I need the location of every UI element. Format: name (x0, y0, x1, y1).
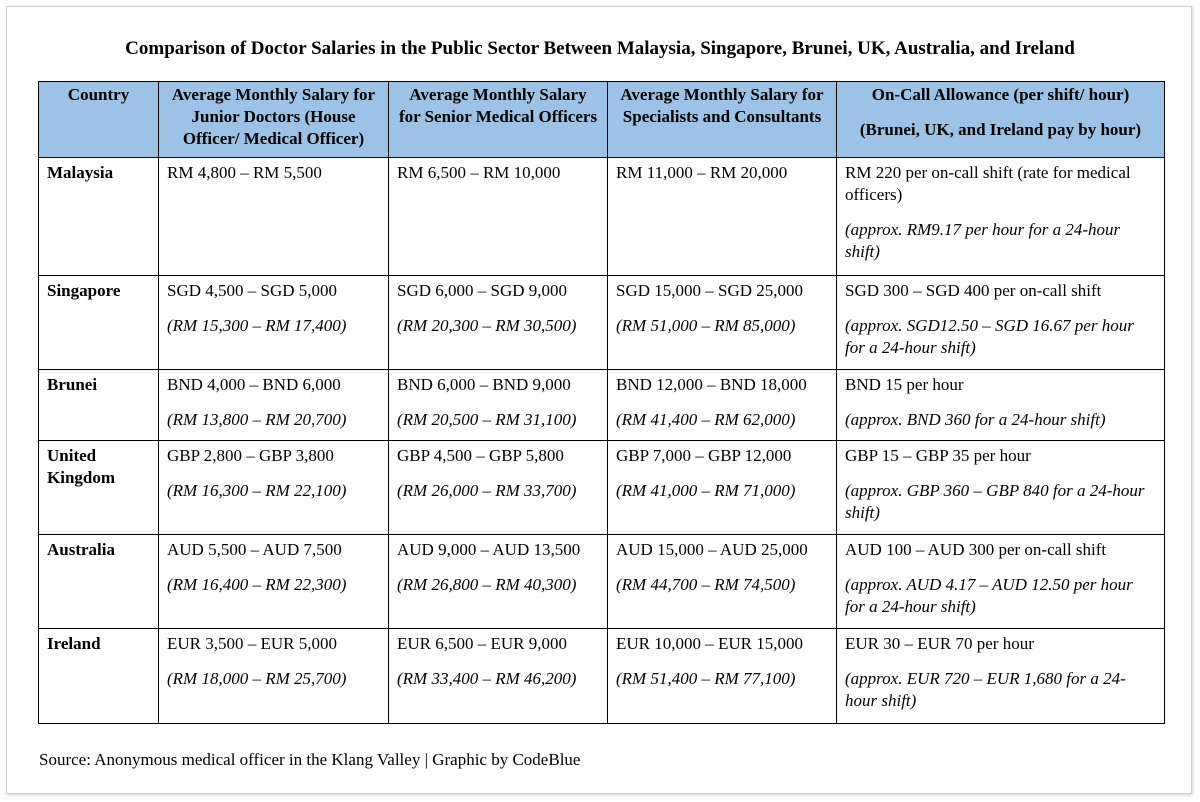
header-junior (159, 82, 389, 158)
junior-salary: GBP 2,800 – GBP 3,800 (167, 446, 334, 465)
senior-cell (389, 535, 608, 629)
header-senior (389, 82, 608, 158)
specialist-cell (608, 535, 837, 629)
country-cell (39, 276, 159, 370)
specialist-salary: BND 12,000 – BND 18,000 (616, 375, 807, 394)
oncall-cell (837, 629, 1165, 724)
country-cell (39, 535, 159, 629)
table-row (39, 370, 1165, 441)
junior-cell (159, 535, 389, 629)
country-name: Ireland (47, 634, 101, 653)
junior-cell (159, 370, 389, 441)
senior-salary-rm: (RM 33,400 – RM 46,200) (397, 669, 577, 688)
country-name: Brunei (47, 375, 98, 394)
specialist-salary: EUR 10,000 – EUR 15,000 (616, 634, 803, 653)
country-cell (39, 370, 159, 441)
header-senior-label: Average Monthly Salary for Senior Medical Officers (398, 85, 598, 126)
country-name: Malaysia (47, 163, 114, 182)
oncall-conversion: (approx. RM9.17 per hour for a 24-hour shift) (845, 220, 1121, 261)
specialist-cell (608, 370, 837, 441)
header-specialist-label: Average Monthly Salary for Specialists and Consultants (620, 85, 824, 126)
junior-salary-rm: (RM 16,300 – RM 22,100) (167, 481, 347, 500)
country-name: United Kingdom (47, 446, 116, 487)
senior-salary: GBP 4,500 – GBP 5,800 (397, 446, 564, 465)
oncall-rate: GBP 15 – GBP 35 per hour (845, 446, 1031, 465)
oncall-rate: AUD 100 – AUD 300 per on-call shift (845, 540, 1107, 559)
junior-salary: AUD 5,500 – AUD 7,500 (167, 540, 342, 559)
header-oncall-label: On-Call Allowance (per shift/ hour) (871, 85, 1130, 104)
header-oncall-note: (Brunei, UK, and Ireland pay by hour) (859, 120, 1142, 139)
junior-salary: SGD 4,500 – SGD 5,000 (167, 281, 338, 300)
header-oncall (837, 82, 1165, 158)
oncall-cell (837, 158, 1165, 276)
country-cell (39, 629, 159, 724)
specialist-salary: AUD 15,000 – AUD 25,000 (616, 540, 808, 559)
junior-salary-rm: (RM 18,000 – RM 25,700) (167, 669, 347, 688)
senior-cell (389, 158, 608, 276)
table-row (39, 441, 1165, 535)
specialist-cell (608, 441, 837, 535)
header-junior-label: Average Monthly Salary for Junior Doctors (House Officer/ Medical Officer) (171, 85, 376, 148)
oncall-conversion: (approx. EUR 720 – EUR 1,680 for a 24-hour shift) (845, 669, 1126, 710)
oncall-conversion: (approx. BND 360 for a 24-hour shift) (845, 410, 1106, 429)
oncall-cell (837, 276, 1165, 370)
junior-salary-rm: (RM 15,300 – RM 17,400) (167, 316, 347, 335)
specialist-cell (608, 629, 837, 724)
source-caption: Source: Anonymous medical officer in the Klang Valley | Graphic by CodeBlue (39, 750, 581, 769)
junior-salary: RM 4,800 – RM 5,500 (167, 163, 322, 182)
oncall-rate: EUR 30 – EUR 70 per hour (845, 634, 1034, 653)
senior-salary: RM 6,500 – RM 10,000 (397, 163, 561, 182)
specialist-salary: RM 11,000 – RM 20,000 (616, 163, 788, 182)
header-specialist (608, 82, 837, 158)
senior-cell (389, 629, 608, 724)
senior-salary-rm: (RM 20,500 – RM 31,100) (397, 410, 577, 429)
senior-salary: BND 6,000 – BND 9,000 (397, 375, 571, 394)
country-name: Singapore (47, 281, 121, 300)
junior-salary-rm: (RM 16,400 – RM 22,300) (167, 575, 347, 594)
senior-salary-rm: (RM 26,800 – RM 40,300) (397, 575, 577, 594)
senior-cell (389, 370, 608, 441)
senior-salary: AUD 9,000 – AUD 13,500 (397, 540, 581, 559)
country-cell (39, 158, 159, 276)
specialist-salary-rm: (RM 41,400 – RM 62,000) (616, 410, 796, 429)
junior-cell (159, 629, 389, 724)
oncall-cell (837, 370, 1165, 441)
header-country-label: Country (67, 85, 130, 104)
junior-salary: BND 4,000 – BND 6,000 (167, 375, 341, 394)
specialist-salary-rm: (RM 51,400 – RM 77,100) (616, 669, 796, 688)
junior-salary: EUR 3,500 – EUR 5,000 (167, 634, 337, 653)
page-title: Comparison of Doctor Salaries in the Public Sector Between Malaysia, Singapore, Brunei, UK, Australia, and Ireland (125, 38, 1075, 59)
country-cell (39, 441, 159, 535)
senior-cell (389, 276, 608, 370)
table-row (39, 629, 1165, 724)
senior-salary-rm: (RM 26,000 – RM 33,700) (397, 481, 577, 500)
table-row (39, 535, 1165, 629)
junior-cell (159, 158, 389, 276)
oncall-rate: RM 220 per on-call shift (rate for medical officers) (845, 163, 1131, 204)
senior-cell (389, 441, 608, 535)
table-row (39, 276, 1165, 370)
oncall-cell (837, 535, 1165, 629)
specialist-salary-rm: (RM 44,700 – RM 74,500) (616, 575, 796, 594)
senior-salary-rm: (RM 20,300 – RM 30,500) (397, 316, 577, 335)
oncall-conversion: (approx. GBP 360 – GBP 840 for a 24-hour shift) (845, 481, 1145, 522)
specialist-salary-rm: (RM 41,000 – RM 71,000) (616, 481, 796, 500)
oncall-cell (837, 441, 1165, 535)
header-country (39, 82, 159, 158)
oncall-conversion: (approx. SGD12.50 – SGD 16.67 per hour for a 24-hour shift) (845, 316, 1134, 357)
specialist-cell (608, 276, 837, 370)
salary-table (38, 81, 1165, 724)
senior-salary: EUR 6,500 – EUR 9,000 (397, 634, 567, 653)
specialist-salary-rm: (RM 51,000 – RM 85,000) (616, 316, 796, 335)
specialist-salary: GBP 7,000 – GBP 12,000 (616, 446, 792, 465)
oncall-rate: SGD 300 – SGD 400 per on-call shift (845, 281, 1102, 300)
specialist-salary: SGD 15,000 – SGD 25,000 (616, 281, 804, 300)
junior-cell (159, 276, 389, 370)
table-header-row (39, 82, 1165, 158)
senior-salary: SGD 6,000 – SGD 9,000 (397, 281, 568, 300)
specialist-cell (608, 158, 837, 276)
country-name: Australia (47, 540, 115, 559)
oncall-conversion: (approx. AUD 4.17 – AUD 12.50 per hour for a 24-hour shift) (845, 575, 1133, 616)
junior-salary-rm: (RM 13,800 – RM 20,700) (167, 410, 347, 429)
table-row (39, 158, 1165, 276)
oncall-rate: BND 15 per hour (845, 375, 964, 394)
junior-cell (159, 441, 389, 535)
